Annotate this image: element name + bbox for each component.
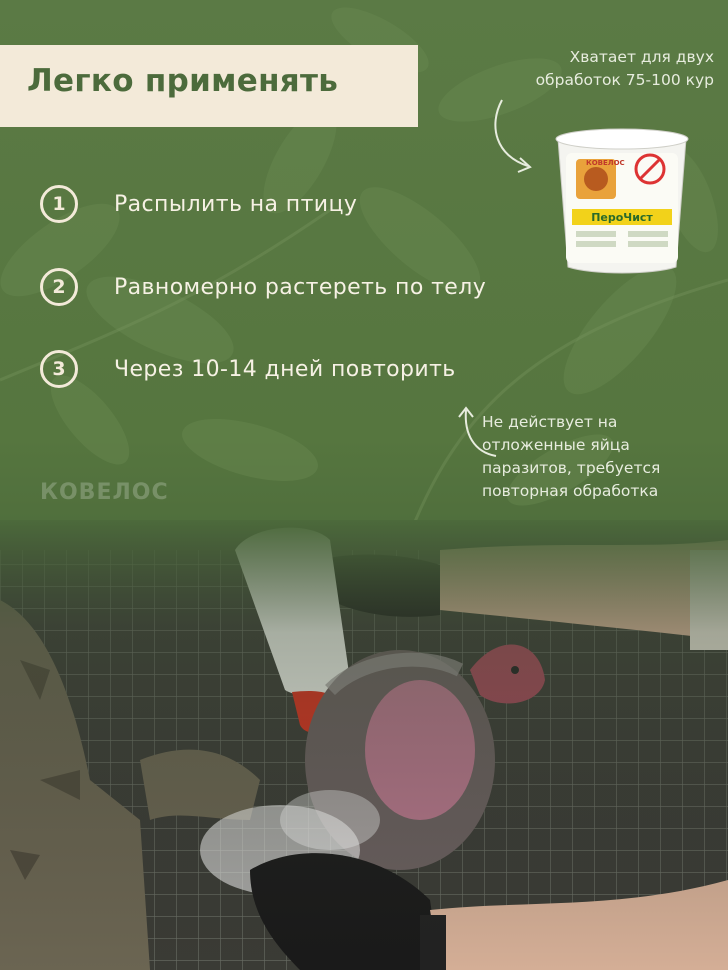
product-bucket-image — [552, 125, 692, 275]
step-1 — [40, 185, 357, 223]
step-label: Равномерно растереть по телу — [114, 274, 487, 300]
step-label: Распылить на птицу — [114, 191, 358, 217]
brand-watermark: КОВЕЛОС — [40, 480, 169, 505]
step-number-badge: 3 — [40, 350, 78, 388]
product-brand: КОВЕЛОС — [586, 159, 625, 167]
step-2 — [40, 268, 486, 306]
step-label: Через 10-14 дней повторить — [114, 356, 456, 382]
curved-arrow-icon — [488, 96, 548, 176]
photo-treating-chicken — [0, 520, 728, 970]
step-number-badge: 1 — [40, 185, 78, 223]
note-coverage: Хватает для двух обработок 75-100 кур — [535, 48, 714, 89]
step-3 — [40, 350, 456, 388]
product-name: ПероЧист — [591, 211, 653, 224]
page-title: Легко применять — [27, 63, 339, 99]
note-eggs-warning: Не действует на отложенные яйца паразитов, требуется повторная обработка — [482, 413, 661, 500]
step-number-badge: 2 — [40, 268, 78, 306]
